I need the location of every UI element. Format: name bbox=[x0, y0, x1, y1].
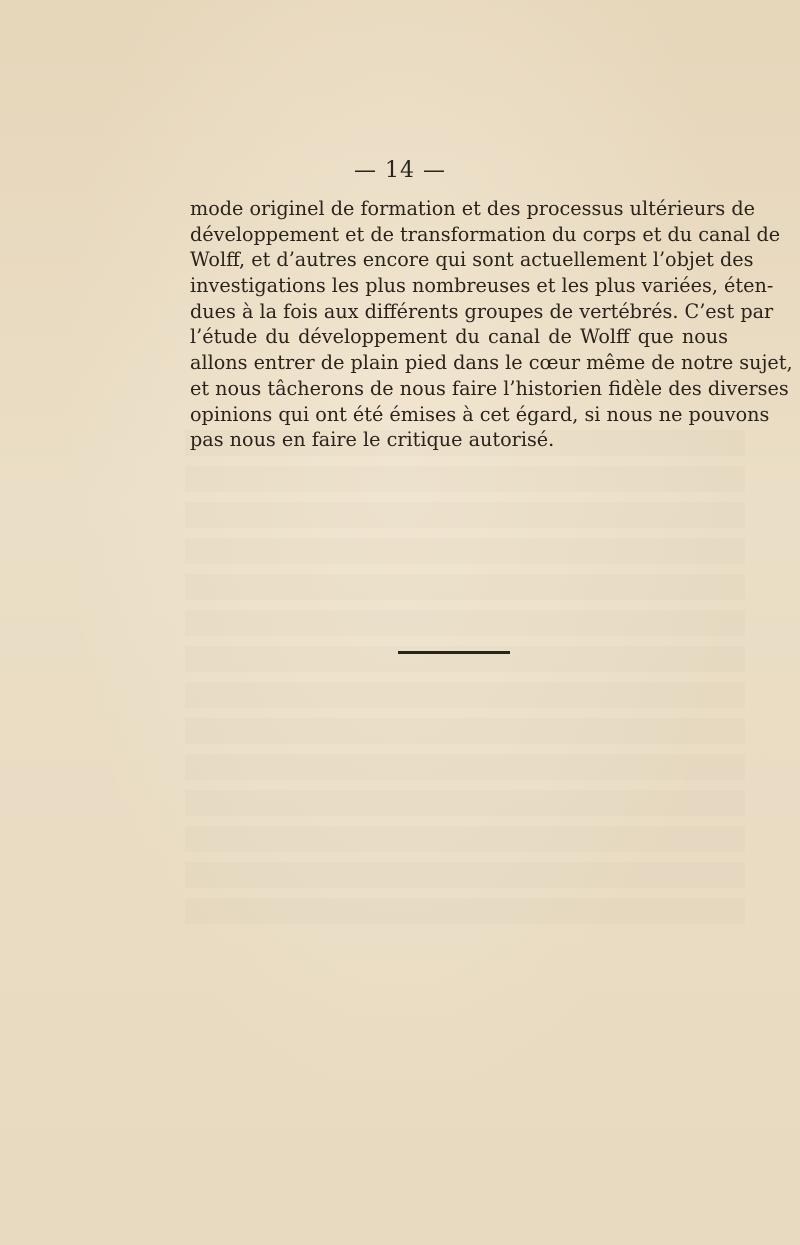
text-line: et nous tâcherons de nous faire l’historien fidèle des diverses bbox=[190, 376, 789, 400]
section-rule bbox=[398, 651, 510, 654]
text-line: dues à la fois aux différents groupes de vertébrés. C’est par bbox=[190, 299, 774, 323]
text-line: développement et de transformation du corps et du canal de bbox=[190, 222, 781, 246]
text-line: l’étude du développement du canal de Wolff que nous bbox=[190, 325, 728, 349]
body-paragraph bbox=[190, 196, 793, 453]
page-number: — 14 — bbox=[354, 158, 446, 183]
text-line: allons entrer de plain pied dans le cœur même de notre sujet, bbox=[190, 351, 793, 375]
text-line: mode originel de formation et des processus ultérieurs de bbox=[190, 197, 755, 220]
text-line: opinions qui ont été émises à cet égard, si nous ne pouvons bbox=[190, 402, 770, 426]
text-line: pas nous en faire le critique autorisé. bbox=[190, 428, 555, 452]
show-through-texture bbox=[185, 430, 745, 1000]
text-line: investigations les plus nombreuses et les plus variées, éten- bbox=[190, 274, 774, 298]
text-line: Wolff, et d’autres encore qui sont actuellement l’objet des bbox=[190, 248, 754, 272]
